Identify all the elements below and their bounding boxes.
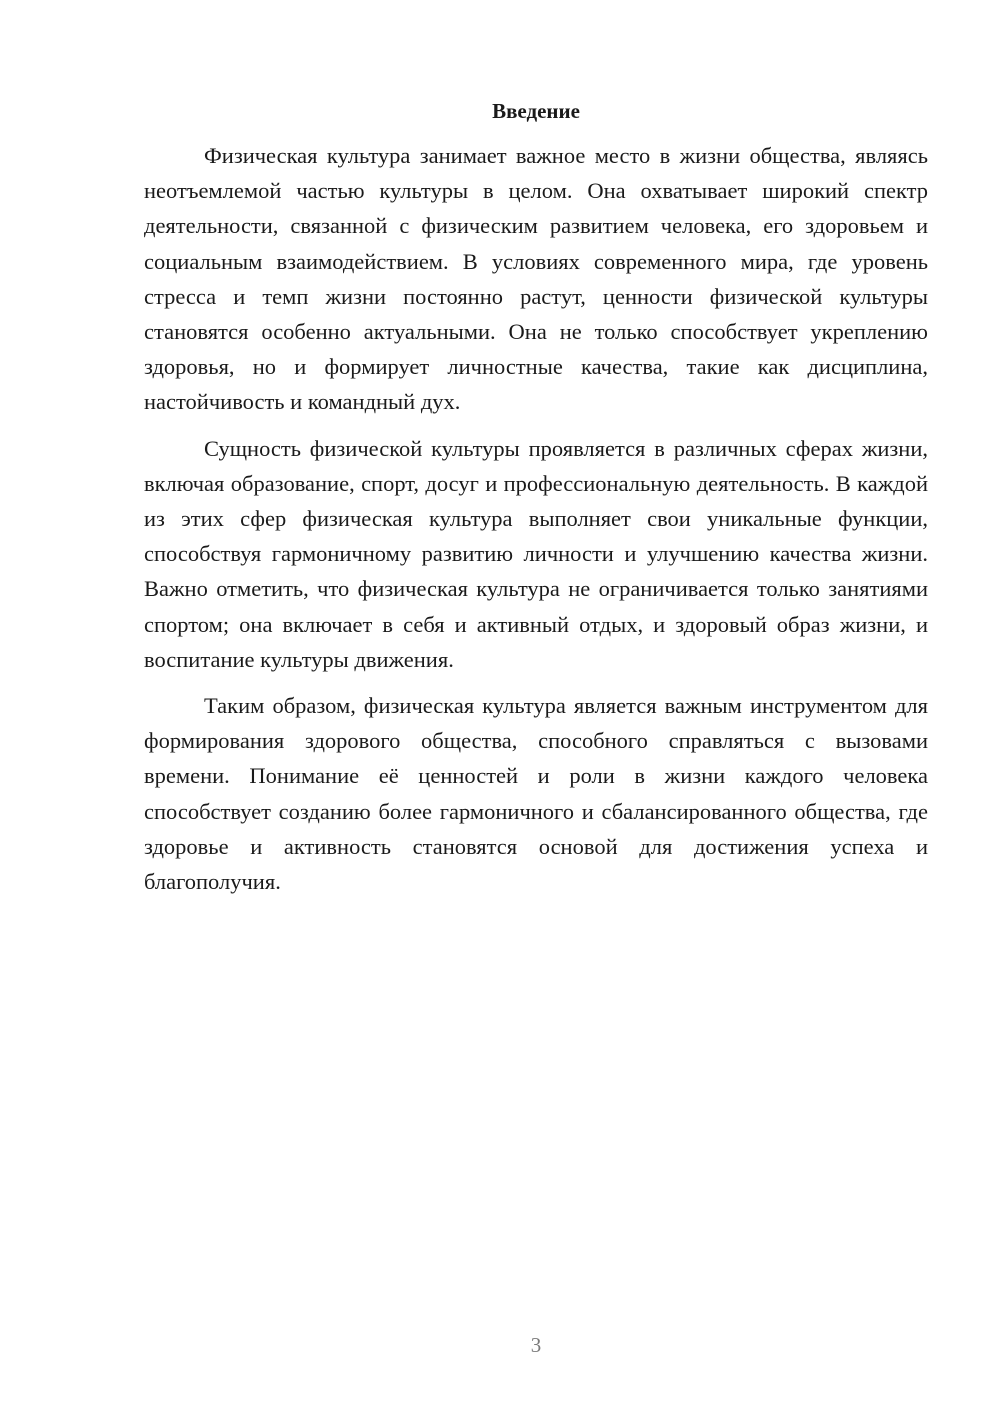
paragraph-2: Сущность физической культуры проявляется в различных сферах жизни, включая образование, спорт, досуг и профессиональную деятельность. В каждой из этих сфер физическая культура выполняет свои уникальные функции, способствуя гармоничному развитию личности и улучшению качества жизни. Важно отметить, что физическая культура не ограничивается только занятиями спортом; она включает в себя и активный отдых, и здоровый образ жизни, и воспитание культуры движения. xyxy=(144,435,928,672)
paragraph-1: Физическая культура занимает важное место в жизни общества, являясь неотъемлемой частью культуры в целом. Она охватывает широкий спектр деятельности, связанной с физическим развитием человека, его здоровьем и социальным взаимодействием. В условиях современного мира, где уровень стресса и темп жизни постоянно растут, ценности физической культуры становятся особенно актуальными. Она не только способствует укреплению здоровья, но и формирует личностные качества, такие как дисциплина, настойчивость и командный дух. xyxy=(144,143,928,415)
paragraph-3: Таким образом, физическая культура является важным инструментом для формирования здорового общества, способного справляться с вызовами времени. Понимание её ценностей и роли в жизни каждого человека способствует созданию более гармоничного и сбалансированного общества, где здоровье и активность становятся основой для достижения успеха и благополучия. xyxy=(144,693,928,895)
page-number: 3 xyxy=(530,1333,542,1357)
section-heading: Введение xyxy=(492,99,580,123)
page-content xyxy=(144,96,928,899)
